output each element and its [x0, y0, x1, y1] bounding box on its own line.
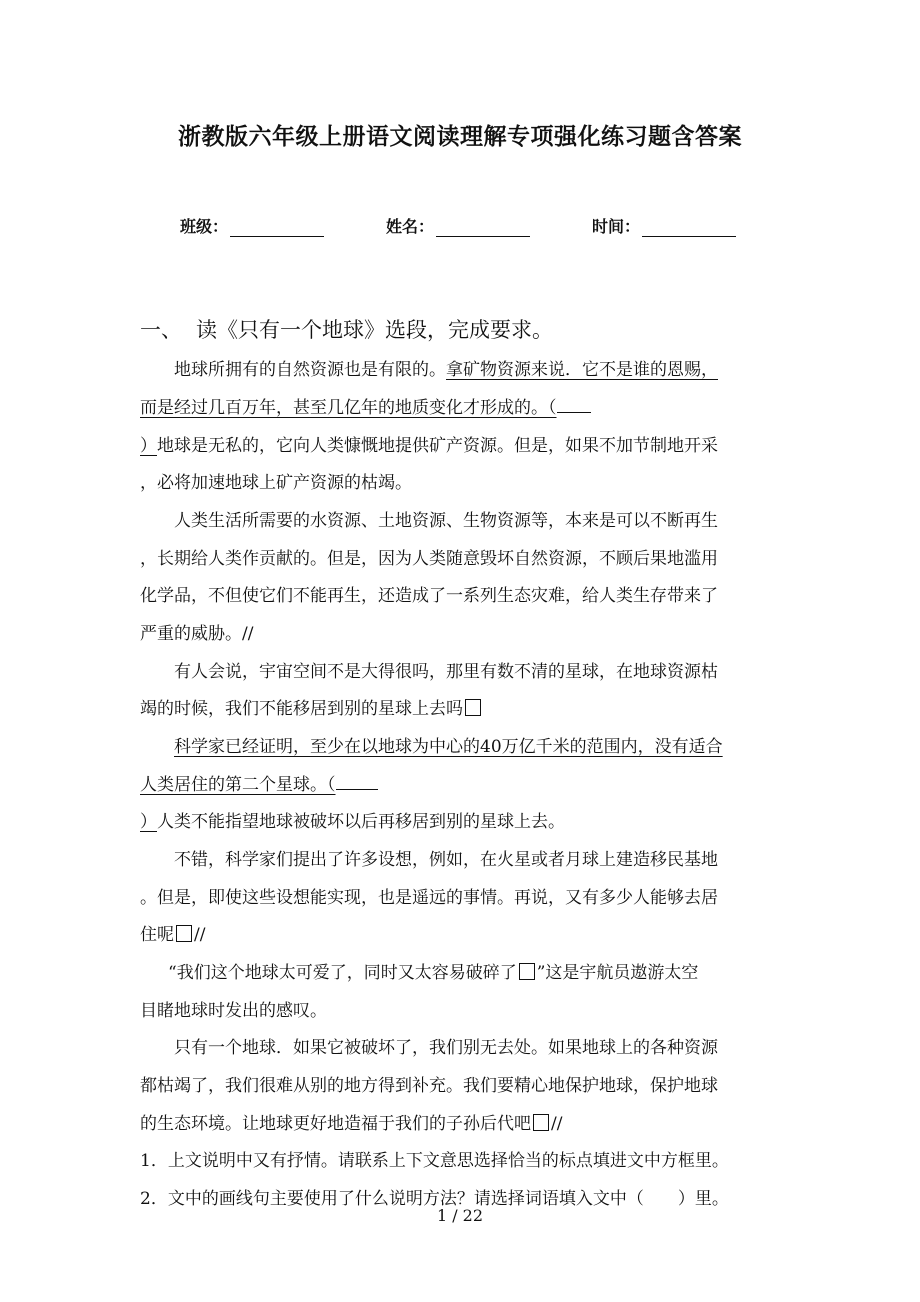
class-blank: [230, 218, 324, 237]
passage-line: 地球所拥有的自然资源也是有限的。拿矿物资源来说．它不是谁的恩赐，: [174, 360, 718, 380]
passage-line: 人类生活所需要的水资源、土地资源、生物资源等，本来是可以不断再生: [174, 511, 718, 531]
underlined-sentence: 科学家已经证明，至少在以地球为中心的40万亿千米的范围内，没有适合: [174, 737, 723, 757]
page-title: 浙教版六年级上册语文阅读理解专项强化练习题含答案: [178, 123, 742, 150]
underlined-sentence: 人类居住的第二个星球。: [140, 775, 327, 795]
underlined-sentence: 而是经过几百万年，甚至几亿年的地质变化才形成的。: [140, 398, 548, 418]
time-label: 时间：: [592, 217, 641, 236]
time-field: [592, 214, 736, 237]
answer-blank: [336, 789, 378, 790]
passage-line: 住呢 //: [140, 925, 206, 945]
passage-line: 都枯竭了，我们很难从别的地方得到补充。我们要精心地保护地球，保护地球: [140, 1076, 718, 1096]
passage-line: 化学品，不但使它们不能再生，还造成了一系列生态灾难，给人类生存带来了: [140, 586, 718, 606]
question-2: 2．文中的画线句主要使用了什么说明方法？请选择词语填入文中（ ）里。: [140, 1189, 729, 1209]
passage-line: ）人类不能指望地球被破坏以后再移居到别的星球上去。: [140, 812, 565, 832]
passage-line: ，必将加速地球上矿产资源的枯竭。: [140, 473, 412, 493]
passage-line: ，长期给人类作贡献的。但是，因为人类随意毁坏自然资源，不顾后果地滥用: [140, 549, 718, 569]
passage-line: 有人会说，宇宙空间不是大得很吗，那里有数不清的星球，在地球资源枯: [174, 662, 718, 682]
name-label: 姓名：: [386, 217, 435, 236]
passage-line: 的生态环境。让地球更好地造福于我们的子孙后代吧 //: [140, 1114, 563, 1134]
punctuation-box[interactable]: [533, 1114, 549, 1131]
section-heading: [140, 314, 553, 344]
passage-line: 人类居住的第二个星球。（: [140, 773, 378, 799]
section-title: 读《只有一个地球》选段，完成要求。: [196, 318, 553, 342]
page-indicator: 1 / 22: [436, 1206, 484, 1225]
underlined-sentence: 拿矿物资源来说．它不是谁的恩赐，: [446, 360, 718, 380]
passage-line: 。但是，即使这些设想能实现，也是遥远的事情。再说，又有多少人能够去居: [140, 888, 718, 908]
punctuation-box[interactable]: [465, 699, 481, 716]
class-label: 班级：: [180, 217, 229, 236]
passage-line: “我们这个地球太可爱了，同时又太容易破碎了 ”这是宇航员遨游太空: [168, 963, 699, 983]
passage-line: 目睹地球时发出的感叹。: [140, 1001, 327, 1021]
passage-line: 不错，科学家们提出了许多设想，例如，在火星或者月球上建造移民基地: [174, 850, 718, 870]
passage-line: ）地球是无私的，它向人类慷慨地提供矿产资源。但是，如果不加节制地开采: [140, 436, 718, 456]
passage-line: 而是经过几百万年，甚至几亿年的地质变化才形成的。（: [140, 396, 591, 422]
passage-line: 竭的时候，我们不能移居到别的星球上去吗: [140, 697, 483, 723]
name-field: [386, 214, 530, 237]
passage-line: [174, 735, 723, 761]
punctuation-box[interactable]: [176, 925, 192, 942]
answer-blank: [557, 412, 591, 413]
passage-line: 只有一个地球．如果它被破坏了，我们别无去处。如果地球上的各种资源: [174, 1038, 718, 1058]
class-field: [180, 214, 324, 237]
punctuation-box[interactable]: [519, 963, 535, 980]
passage-line: 严重的威胁。//: [140, 624, 254, 644]
name-blank: [436, 218, 530, 237]
section-number: 一、: [140, 318, 182, 342]
question-1: 1．上文说明中又有抒情。请联系上下文意思选择恰当的标点填进文中方框里。: [140, 1151, 729, 1171]
time-blank: [642, 218, 736, 237]
